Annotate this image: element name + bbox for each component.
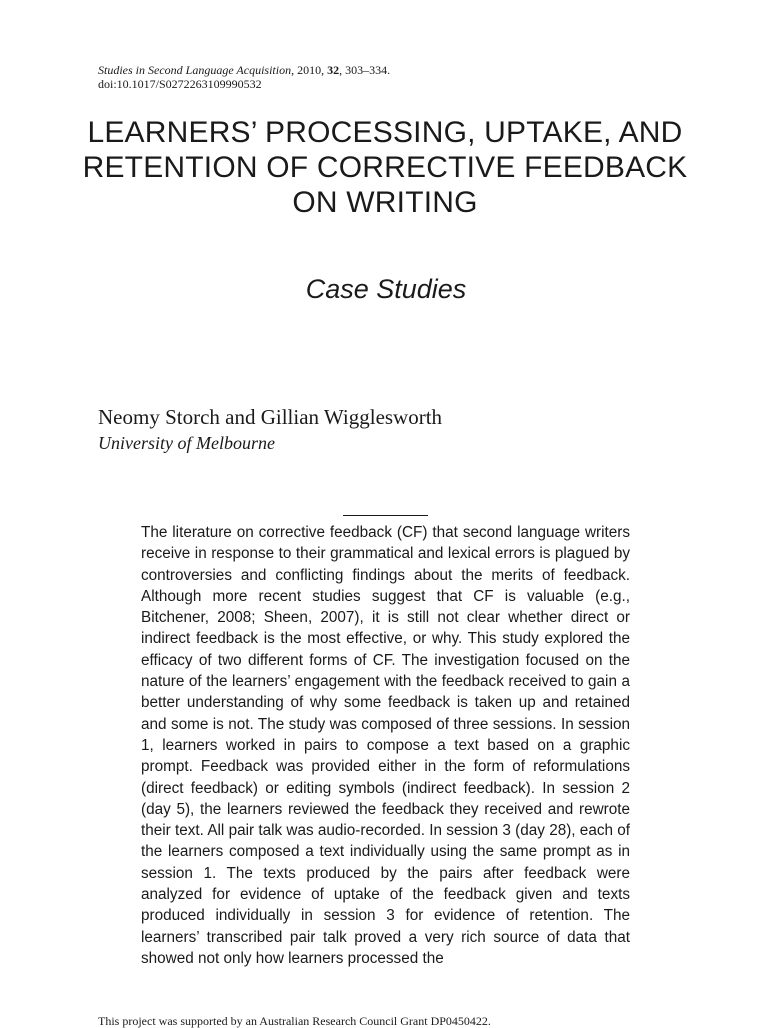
journal-citation [98,63,390,91]
journal-name: Studies in Second Language Acquisition [98,63,292,77]
abstract: The literature on corrective feedback (CF) that second language writers receive in response to their grammatical and lexical errors is plagued by controversies and conflicting findings about the merits of feedback. Although more recent studies suggest that CF is valuable (e.g., Bitchener, 2008; Sheen, 2007), it is still not clear whether direct or indirect feedback is the most effective, or why. This study explored the efficacy of two different forms of CF. The investigation focused on the nature of the learners’ engagement with the feedback received to gain a better understanding of why some feedback is taken up and retained and some is not. The study was composed of three sessions. In session 1, learners worked in pairs to compose a text based on a graphic prompt. Feedback was provided either in the form of reformulations (direct feedback) or editing symbols (indirect feedback). In session 2 (day 5), the learners reviewed the feedback they received and rewrote their text. All pair talk was audio-recorded. In session 3 (day 28), each of the learners composed a text individually using the same prompt as in session 1. The texts produced by the pairs after feedback were analyzed for evidence of uptake of the feedback given and texts produced individually in session 3 for evidence of retention. The learners’ transcribed pair talk proved a very rich source of data that showed not only how learners processed the [141,524,630,967]
doi: doi:10.1017/S0272263109990532 [98,77,262,91]
article-subtitle: Case Studies [305,274,467,304]
citation-year: , 2010, [291,63,328,77]
article-title: LEARNERS’ PROCESSING, UPTAKE, AND RETENTION OF CORRECTIVE FEEDBACK ON WRITING [82,116,688,219]
citation-pages: , 303–334. [339,63,391,77]
divider [343,515,428,516]
affiliation: University of Melbourne [98,433,275,453]
authors: Neomy Storch and Gillian Wigglesworth [98,405,443,429]
journal-volume: 32 [327,63,340,77]
footnote: This project was supported by an Australian Research Council Grant DP0450422. [98,1014,491,1028]
